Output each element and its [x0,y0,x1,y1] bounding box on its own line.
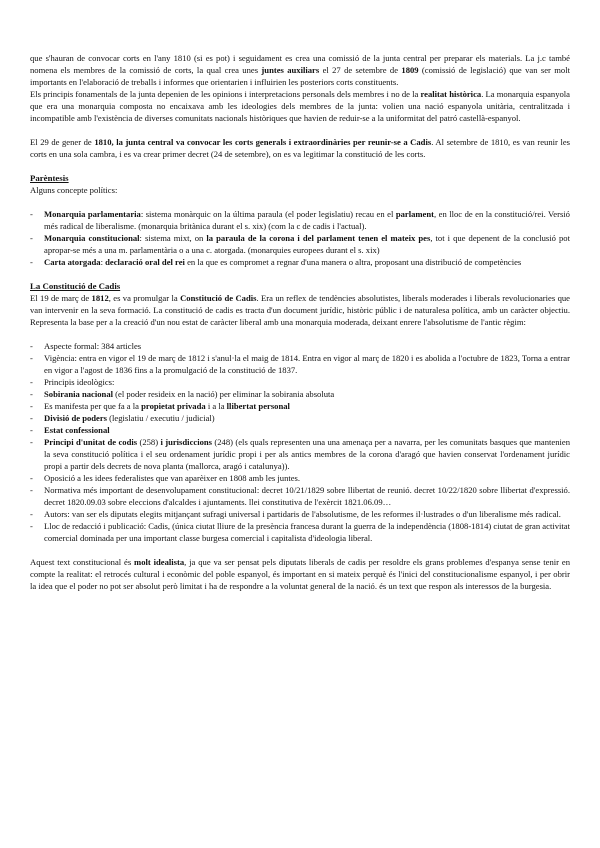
list-item: - Principi d'unitat de codis (258) i jurisdiccions (248) (els quals representen una una amenaça per a navarra, per les comunitats basques que mantenien la seva constitució política i el seu ordenament jurídic propi i per als antics membres de la corona d'aragó que havien conservat l'ordenament jurídic propi a partir dels decrets de nova planta (mallorca, aragó i catalunya)). [30,436,570,472]
list-item: - Aspecte formal: 384 articles [30,340,570,352]
list-item: - Estat confessional [30,424,570,436]
list-item: - Divisió de poders (legislatiu / executiu / judicial) [30,412,570,424]
list-item: - Vigència: entra en vigor el 19 de març de 1812 i s'anul·la el maig de 1814. Entra en vigor al març de 1820 i es abolida a l'octubre de 1823, Torna a entrar en vigor a l'agost de 1836 fins a la promulgació de la constitució de 1837. [30,352,570,376]
parentesis-subtitle: Alguns concepte polítics: [30,185,118,195]
list-item: - Normativa més important de desenvolupament constitucional: decret 10/21/1829 sobre llibertat de reunió. decret 10/22/1820 sobre llibertat d'expressió. decret 1820.09.03 sobre eleccions d'alcaldes i ajuntaments. llei constitutiva de l'exèrcit 1821.06.09… [30,484,570,508]
list-item: - Es manifesta per que fa a la propietat privada i a la llibertat personal [30,400,570,412]
list-item: - Autors: van ser els diputats elegits mitjançant sufragi universal i partidaris de l'absolutisme, de les reformes il·lustrades o d'un liberalisme més radical. [30,508,570,520]
list-item: - Sobirania nacional (el poder resideix en la nació) per eliminar la sobirania absoluta [30,388,570,400]
section-heading-parentesis: Parèntesis [30,173,69,183]
closing-paragraph: Aquest text constitucional és molt idealista, ja que va ser pensat pels diputats liberals de cadis per resoldre els grans problemes d'espanya sense tenir en compte la realitat: el retrocés cultural i econòmic del poble espanyol, és important en si mateix perquè és l'inici del constitucionalisme espanyol, i per obrir la idea que el poder no pot ser absolut però limitat i ha de respondre a la voluntat general de la nació. és un text que respon als interessos de la burgesia. [30,557,570,591]
section-heading-constitucio: La Constitució de Cadis [30,281,121,291]
intro-paragraph-2: Els principis fonamentals de la junta depenien de les opinions i interpretacions personals dels membres i no de la realitat històrica. La monarquia espanyola que era una monarquia composta no encaixava amb les ideologies dels membres de la junta: volien una nació espanyola unitària, centralitzada i incompatible amb l'existència de diverses comunitats nacionals històriques que havien de reduir-se a la uniformitat del patró castellà-espanyol. [30,89,570,123]
constitution-features-list [30,340,570,544]
list-item: - Carta atorgada: declaració oral del rei en la que es compromet a regnar d'una manera o altra, proposant una distribució de competències [30,256,570,268]
list-item: - Monarquia constitucional: sistema mixt, on la paraula de la corona i del parlament tenen el mateix pes, tot i que depenent de la conclusió pot apropar-se més a una m. parlamentària o a una c. atorgada. (monarquies europees durant el s. xix) [30,232,570,256]
constitucio-paragraph: El 19 de març de 1812, es va promulgar la Constitució de Cadis. Era un reflex de tendències absolutistes, liberals moderades i liberals revolucionaries que van intervenir en la seva formació. La constitució de cadis es tracta d'un document jurídic, històric públic i de naturalesa política, amb un caràcter objectiu. Representa la base per a la creació d'un nou estat de caràcter liberal amb una monarquia moderada, deixant enrere l'absolutisme de l'antic règim: [30,293,571,327]
intro-paragraph-1: que s'hauran de convocar corts en l'any 1810 (si es pot) i seguidament es crea una comissió de la junta central per preparar els materials. La j.c també nomena els membres de la comissió de corts, la qual crea unes juntes auxiliars el 27 de setembre de 1809 (comissió de legislació) que van ser molt importants en l'elaboració de treballs i informes que orientarien i influirien les posteriors corts constituents. [30,53,570,87]
list-item: - Lloc de redacció i publicació: Cadis, (única ciutat lliure de la presència francesa durant la guerra de la independència (1808-1814) ciutat de gran activitat comercial dominada per una important classe burgesa comercial i capitalista d'ideologia liberal. [30,520,570,544]
list-item: - Monarquia parlamentaria: sistema monàrquic on la última paraula (el poder legislatiu) recau en el parlament, en lloc de en la constitució/rei. Versió més radical de liberalisme. (monarquia britànica durant el s. xix) (com la c de cadis i l'actual). [30,208,570,232]
political-concepts-list [30,208,570,268]
intro-paragraph-3: El 29 de gener de 1810, la junta central va convocar les corts generals i extraordinàries per reunir-se a Cadis. Al setembre de 1810, es van reunir les corts en una sola cambra, i es va crear primer decret (24 de setembre), on es va legitimar la constitució de les corts. [30,137,570,159]
list-item: - Principis ideològics: [30,376,570,388]
list-item: - Oposició a les idees federalistes que van aparèixer en 1808 amb les juntes. [30,472,570,484]
